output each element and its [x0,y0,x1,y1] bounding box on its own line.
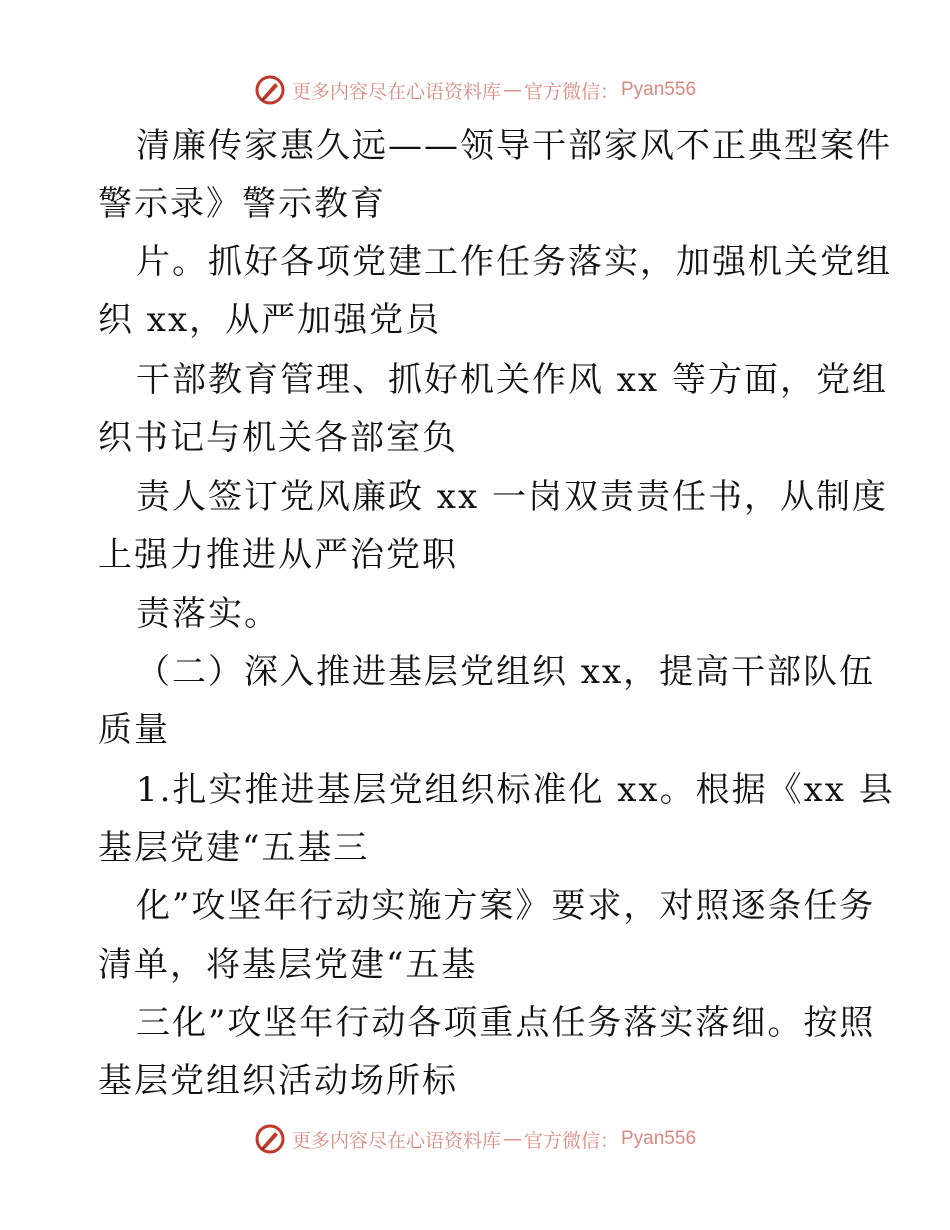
footer-watermark [0,1119,950,1159]
text-line: 责落实。 [136,594,280,634]
text-line: 片。抓好各项党建工作任务落实，加强机关党组 [136,242,892,282]
watermark-text: 更多内容尽在心语资料库 [291,1129,501,1152]
text-line: 基层党组织活动场所标 [98,1061,458,1101]
text-line: 清单，将基层党建“五基 [98,945,478,985]
watermark-label: 官方微信： [523,80,619,103]
text-line: 责人签订党风廉政 xx 一岗双责责任书，从制度 [136,477,888,517]
section-heading: （二）深入推进基层党组织 xx，提高干部队伍 [136,652,876,692]
text-line: 上强力推进从严治党职 [98,535,458,575]
text-line: 织书记与机关各部室负 [98,418,458,458]
pen-logo-icon [254,1123,286,1155]
watermark-text: 更多内容尽在心语资料库 [291,80,501,103]
section-heading-cont: 质量 [98,710,170,750]
watermark-label: 官方微信： [523,1129,619,1152]
text-line: 化”攻坚年行动实施方案》要求，对照逐条任务 [136,886,876,926]
text-line: 清廉传家惠久远——领导干部家风不正典型案件 [136,126,892,166]
text-line: 织 xx，从严加强党员 [98,300,442,340]
watermark-separator: — [502,79,522,101]
text-line: 三化”攻坚年行动各项重点任务落实落细。按照 [136,1003,876,1043]
watermark-handle: Pyan556 [621,79,697,100]
text-line: 干部教育管理、抓好机关作风 xx 等方面，党组 [136,360,888,400]
watermark-handle: Pyan556 [621,1128,697,1149]
text-line: 警示录》警示教育 [98,184,386,224]
watermark-separator: — [502,1128,522,1150]
text-line: 1.扎实推进基层党组织标准化 xx。根据《xx 县 [136,770,895,810]
text-line: 基层党建“五基三 [98,828,370,868]
